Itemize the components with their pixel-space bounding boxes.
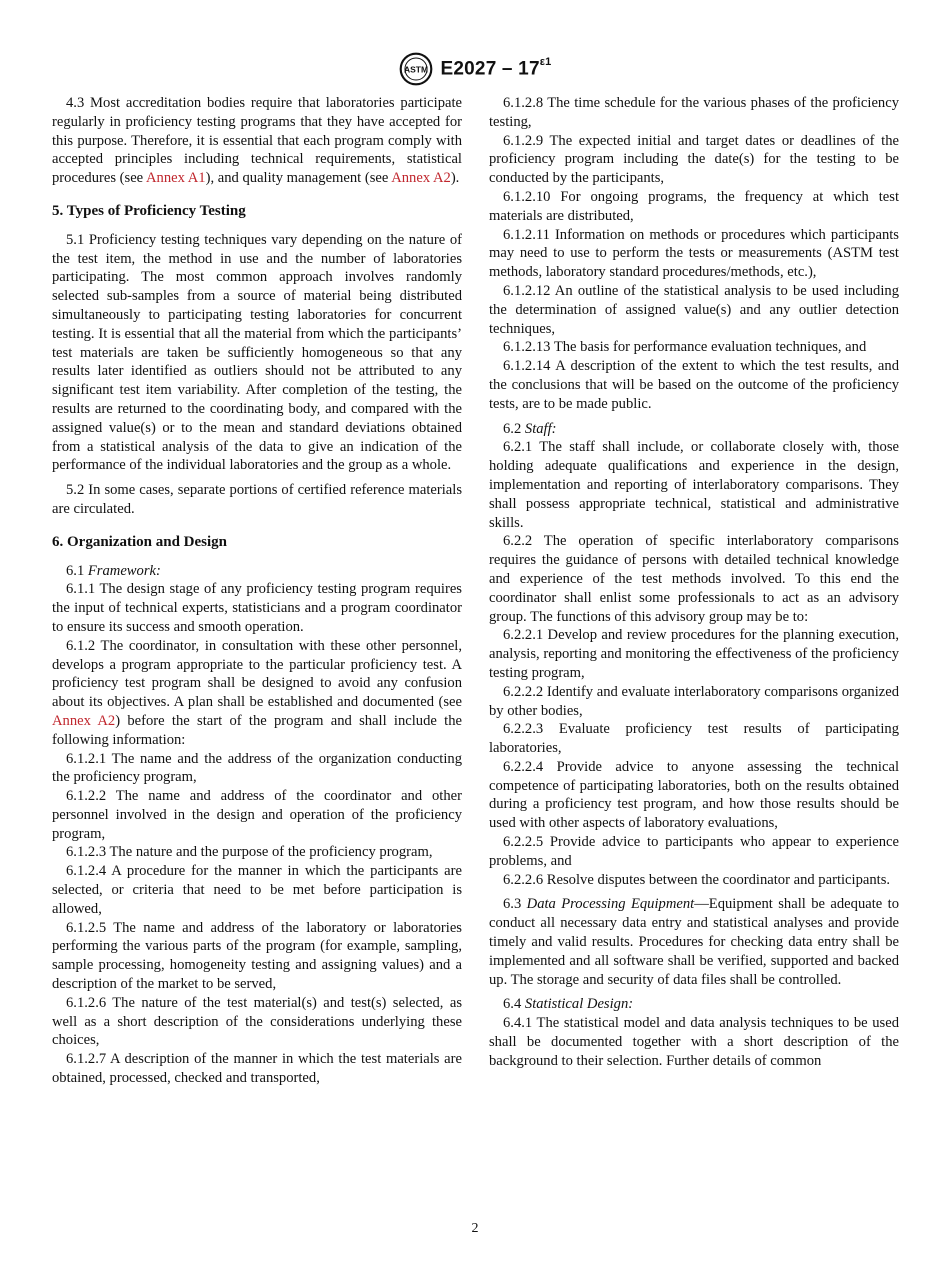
para-6-1-2-6: 6.1.2.6 The nature of the test material(s) and test(s) selected, as well as a short description of the considerations underlying these choices, [52, 994, 462, 1049]
page-header [0, 52, 950, 86]
para-6-1-2-11: 6.1.2.11 Information on methods or procedures which participants may need to use to perform the tests or measurements (ASTM test methods, laboratory standard procedures/methods, etc.), [489, 226, 899, 281]
para-6-2-2: 6.2.2 The operation of specific interlaboratory comparisons requires the guidance of persons with detailed technical knowledge and experience of the test methods involved. To this end the coordinator shall enlist some professionals to act as an advisory group. The functions of this advisory group may be to: [489, 533, 899, 625]
para-6-3: 6.3 Data Processing Equipment—Equipment shall be adequate to conduct all necessary data entry and statistical analyses and provide timely and valid results. Procedures for checking data entry shall be implemented and all software shall be verified, supported and backed up. The storage and security of data files shall be controlled. [489, 896, 900, 988]
para-4-3: 4.3 Most accreditation bodies require that laboratories participate regularly in proficiency testing programs that they have accepted for this purpose. Therefore, it is essential that each program comply with accepted principles including technical requirements, statistical procedures (see Annex A1), and quality management (see Annex A2). [52, 95, 462, 187]
epsilon-superscript: ε1 [539, 55, 552, 68]
section-5-heading: 5. Types of Proficiency Testing [52, 202, 246, 219]
para-5-2: 5.2 In some cases, separate portions of certified reference materials are circulated. [52, 482, 462, 517]
para-6-1-2-4: 6.1.2.4 A procedure for the manner in which the participants are selected, or criteria that need to be met before participation is allowed, [52, 863, 462, 917]
para-6-2-2-3: 6.2.2.3 Evaluate proficiency test results of participating laboratories, [489, 721, 899, 757]
para-6-2-2-2: 6.2.2.2 Identify and evaluate interlaboratory comparisons organized by other bodies, [489, 683, 899, 719]
annex-a2-link[interactable]: Annex A2 [391, 170, 451, 187]
page-number: 2 [471, 1221, 479, 1236]
para-6-2-2-1: 6.2.2.1 Develop and review procedures for the planning execution, analysis, reporting and monitoring the effectiveness of the proficiency testing program, [489, 627, 899, 681]
para-6-2-2-5: 6.2.2.5 Provide advice to participants who appear to experience problems, and [489, 834, 899, 869]
document-designation: $E2027 - 17^{\varepsilon 1}$ [440, 55, 552, 80]
astm-logo-icon [399, 52, 433, 86]
para-6-2: 6.2 Staff: [503, 420, 557, 437]
para-6-1-2-9: 6.1.2.9 The expected initial and target dates or deadlines of the proficiency program including the date(s) for the testing to be conducted by the participants, [489, 132, 899, 187]
para-6-1-2-13: 6.1.2.13 The basis for performance evaluation techniques, and [503, 339, 867, 356]
para-6-1-2-3: 6.1.2.3 The nature and the purpose of the proficiency program, [66, 844, 433, 861]
para-6-4-1: 6.4.1 The statistical model and data analysis techniques to be used shall be documented together with a short description of the background to their selection. Further details of common [489, 1015, 899, 1069]
para-6-4: 6.4 Statistical Design: [503, 996, 634, 1013]
para-6-1-2-5: 6.1.2.5 The name and address of the laboratory or laboratories performing the various parts of the program (for example, sampling, sample processing, homogeneity testing and assigning values) and a description of the market to be served, [52, 919, 462, 993]
right-column [489, 94, 899, 1071]
para-6-2-2-4: 6.2.2.4 Provide advice to anyone assessing the technical competence of participating laboratories, both on the results obtained during a proficiency test program, and how those results should be used with other aspects of laboratory evaluations, [489, 758, 899, 832]
left-column [52, 94, 462, 1088]
para-6-2-2-6: 6.2.2.6 Resolve disputes between the coordinator and participants. [503, 871, 891, 888]
para-6-1-2: 6.1.2 The coordinator, in consultation with these other personnel, develops a program appropriate to the particular proficiency test. A proficiency test program shall be designed to avoid any confusion about its objectives. A plan shall be established and documented (see Annex A2) before the start of the program and shall include the following information: [52, 637, 462, 748]
para-6-1-2-1: 6.1.2.1 The name and the address of the organization conducting the proficiency program, [52, 750, 462, 786]
para-6-1-2-7: 6.1.2.7 A description of the manner in which the test materials are obtained, processed, checked and transported, [52, 1051, 462, 1087]
section-6-heading: 6. Organization and Design [52, 533, 228, 550]
astm-logo-text: ASTM [403, 64, 428, 75]
para-6-1: 6.1 Framework: [66, 562, 161, 579]
para-6-1-2-14: 6.1.2.14 A description of the extent to which the test results, and the conclusions that will be based on the outcome of the proficiency tests, are to be made public. [489, 358, 899, 412]
para-5-1: 5.1 Proficiency testing techniques vary depending on the nature of the test item, the method in use and the number of laboratories participating. The most common approach involves randomly selected sub-samples from a source of material being distributed simultaneously to participating testing laboratories for concurrent testing. It is essential that all the material from which the participants’ test materials are taken be sufficiently homogeneous so that any results later identified as outliers should not be attributed to any significant test item variability. After completion of the testing, the results are returned to the coordinating body, and compared with the assigned value(s) or to the mean and standard deviations obtained from a statistical analysis of the data to give an indication of the performance of the individual laboratories and the group as a whole. [52, 231, 462, 474]
para-6-1-1: 6.1.1 The design stage of any proficiency testing program requires the input of technical experts, statisticians and a program coordinator to ensure its success and smooth operation. [52, 581, 462, 635]
para-6-1-2-8: 6.1.2.8 The time schedule for the various phases of the proficiency testing, [489, 95, 899, 130]
para-6-2-1: 6.2.1 The staff shall include, or collaborate closely with, those holding adequate qualifications and experience in the design, implementation and reporting of interlaboratory comparisons. They shall possess appropriate technical, statistical and administrative skills. [489, 439, 899, 531]
annex-a1-link[interactable]: Annex A1 [146, 170, 206, 187]
para-6-1-2-12: 6.1.2.12 An outline of the statistical analysis to be used including the determination of assigned value(s) and any outlier detection techniques, [489, 282, 899, 337]
annex-a2-link[interactable]: Annex A2 [52, 712, 116, 729]
para-6-1-2-10: 6.1.2.10 For ongoing programs, the frequency at which test materials are distributed, [489, 188, 899, 224]
para-6-1-2-2: 6.1.2.2 The name and address of the coordinator and other personnel involved in the design and operation of the proficiency program, [52, 788, 462, 842]
